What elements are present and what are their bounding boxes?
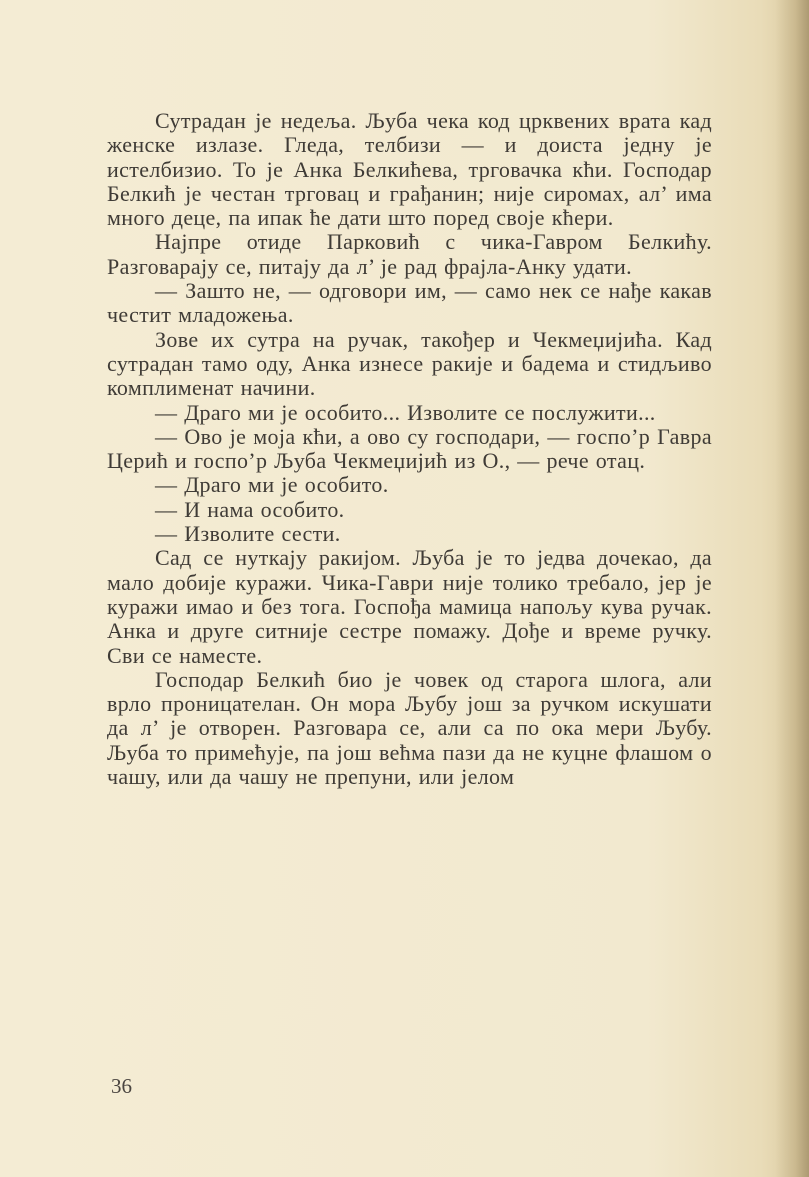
paragraph-1: Сутрадан је недеља. Љуба чека код црквених врата кад женске излазе. Гледа, телбизи — и доиста једну је истелбизио. То је Анка Белкићева, трговачка кћи. Господар Белкић је честан трговац и грађанин; није сиромах, ал’ има много деце, па ипак ће дати што поред своје кћери.	[107, 108, 712, 231]
paragraph-7: — Драго ми је особито.	[155, 472, 389, 498]
paragraph-3: — Зашто не, — одговори им, — само нек се нађе какав честит младожења.	[107, 278, 712, 328]
paragraph-10: Сад се нуткају ракијом. Љуба је то једва дочекао, да мало добије куражи. Чика-Гаври није толико требало, јер је куражи имао и без тога. Госпођа мамица напољу кува ручак. Анка и друге ситније сестре помажу. Дође и време ручку. Сви се наместе.	[107, 545, 712, 668]
paragraph-8: — И нама особито.	[155, 496, 345, 522]
body-text	[107, 109, 712, 789]
paragraph-6: — Ово је моја кћи, а ово су господари, — госпо’р Гавра Церић и госпо’р Љуба Чекмеџијић из О., — рече отац.	[107, 423, 712, 474]
paragraph-9: — Изволите сести.	[155, 521, 341, 547]
page-edge-shadow	[775, 0, 809, 1177]
paragraph-2: Најпре отиде Парковић с чика-Гавром Белкићу. Разговарају се, питају да л’ је рад фрајла-Анку удати.	[107, 229, 712, 279]
paragraph-5: — Драго ми је особито... Изволите се послужити...	[155, 399, 656, 425]
paragraph-11: Господар Белкић био је човек од старога шлога, али врло проницателан. Он мора Љубу још за ручком искушати да л’ је отворен. Разговара се, али са по ока мери Љубу. Љуба то примећује, па још већма пази да не куцне флашом о чашу, или да чашу не препуни, или јелом	[107, 666, 712, 790]
paragraph-4: Зове их сутра на ручак, такођер и Чекмеџијића. Кад сутрадан тамо оду, Анка изнесе ракије и бадема и стидљиво комплименат начини.	[107, 326, 712, 401]
page-number: 36	[111, 1074, 132, 1098]
